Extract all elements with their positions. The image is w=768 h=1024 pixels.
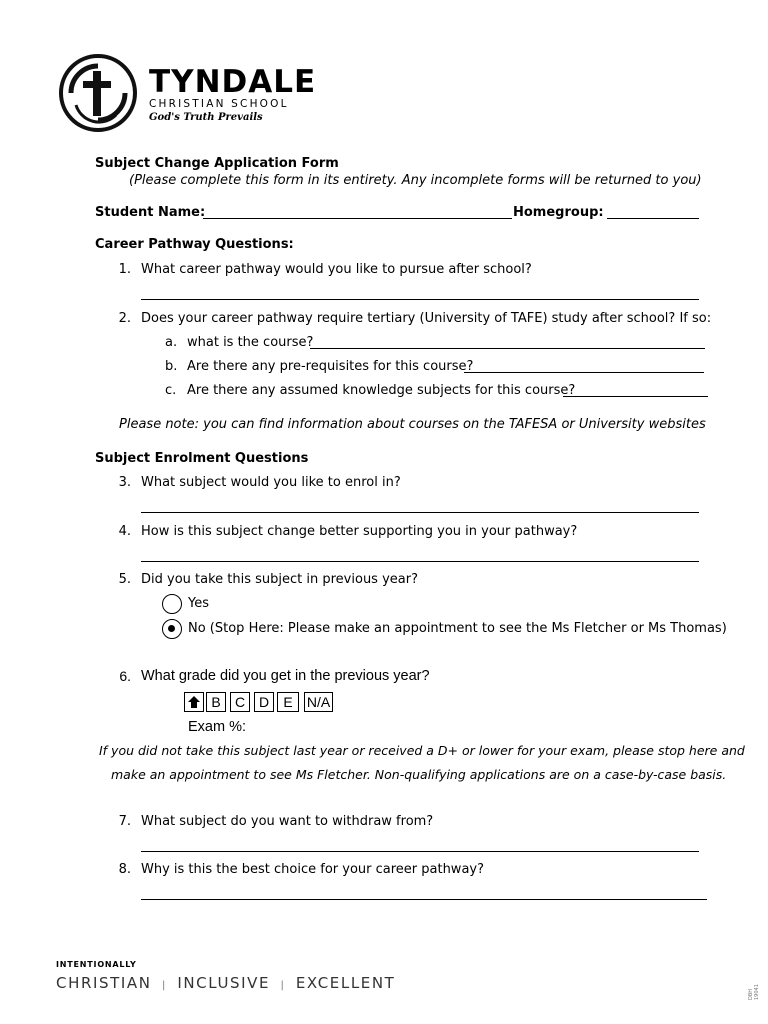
q3-text: What subject would you like to enrol in? <box>141 475 401 490</box>
warning-line-1: If you did not take this subject last year or received a D+ or lower for your exam, please stop here and <box>99 743 745 758</box>
sub-a-text: what is the course? <box>187 335 314 350</box>
q4-number: 4. <box>118 524 131 539</box>
sub-a-letter: a. <box>165 335 178 350</box>
warning-line-2: make an appointment to see Ms Fletcher. Non-qualifying applications are on a case-by-case basis. <box>111 767 727 782</box>
sub-a-answer-field[interactable] <box>310 348 705 349</box>
grade-option-e[interactable]: E <box>277 692 299 712</box>
q3-number: 3. <box>118 475 131 490</box>
footer-tagline-top: INTENTIONALLY <box>56 960 137 969</box>
radio-no[interactable] <box>162 619 182 639</box>
grade-option-d[interactable]: D <box>254 692 274 712</box>
sub-b-text: Are there any pre-requisites for this course? <box>187 359 474 374</box>
sub-b-letter: b. <box>165 359 178 374</box>
sub-c-text: Are there any assumed knowledge subjects for this course? <box>187 383 576 398</box>
q2-number: 2. <box>118 311 131 326</box>
q8-number: 8. <box>118 862 131 877</box>
school-logo-icon <box>56 53 140 133</box>
brand-name: TYNDALE <box>149 64 317 100</box>
q1-number: 1. <box>118 262 131 277</box>
courses-note: Please note: you can find information about courses on the TAFESA or University websites <box>119 417 706 432</box>
grade-option-b[interactable]: B <box>206 692 226 712</box>
q3-answer-field[interactable] <box>141 512 699 513</box>
q7-text: What subject do you want to withdraw from? <box>141 814 434 829</box>
brand-subtitle: CHRISTIAN SCHOOL <box>149 98 289 110</box>
q8-answer-field[interactable] <box>141 899 707 900</box>
footer-value-excellent: EXCELLENT <box>295 974 396 992</box>
homegroup-label: Homegroup: <box>513 205 604 220</box>
q1-answer-field[interactable] <box>141 299 699 300</box>
q7-number: 7. <box>118 814 131 829</box>
q8-text: Why is this the best choice for your career pathway? <box>141 862 485 877</box>
q2-text: Does your career pathway require tertiary (University of TAFE) study after school? If so: <box>141 311 712 326</box>
grade-option-na[interactable]: N/A <box>304 692 333 712</box>
q7-answer-field[interactable] <box>141 851 699 852</box>
radio-selected-dot <box>168 625 175 632</box>
brand-block <box>149 66 316 125</box>
document-code: DBH 19041 <box>748 984 760 1000</box>
form-title: Subject Change Application Form <box>95 156 339 171</box>
radio-yes[interactable] <box>162 594 182 614</box>
q4-answer-field[interactable] <box>141 561 699 562</box>
enrolment-heading: Subject Enrolment Questions <box>95 451 309 466</box>
radio-no-label: No (Stop Here: Please make an appointment to see the Ms Fletcher or Ms Thomas) <box>188 621 727 636</box>
student-name-label: Student Name: <box>95 205 206 220</box>
footer-value-christian: CHRISTIAN <box>56 974 152 992</box>
q5-number: 5. <box>118 572 131 587</box>
grade-option-a[interactable] <box>184 692 204 712</box>
footer-values <box>56 974 395 992</box>
grade-a-marked-icon <box>187 695 201 709</box>
student-name-field[interactable] <box>203 218 512 219</box>
q4-text: How is this subject change better supporting you in your pathway? <box>141 524 578 539</box>
exam-percent-label: Exam %: <box>188 719 247 735</box>
footer-value-inclusive: INCLUSIVE <box>177 974 271 992</box>
q1-text: What career pathway would you like to pursue after school? <box>141 262 532 277</box>
sub-c-letter: c. <box>165 383 177 398</box>
form-instruction: (Please complete this form in its entirety. Any incomplete forms will be returned to you) <box>129 173 702 188</box>
sub-c-answer-field[interactable] <box>563 396 708 397</box>
brand-motto: God's Truth Prevails <box>149 112 263 123</box>
footer-separator: | <box>161 980 167 991</box>
grade-option-c[interactable]: C <box>230 692 250 712</box>
q6-number: 6. <box>119 668 131 684</box>
q6-text: What grade did you get in the previous year? <box>141 668 430 684</box>
career-heading: Career Pathway Questions: <box>95 237 294 252</box>
footer-separator: | <box>280 980 286 991</box>
homegroup-field[interactable] <box>607 218 699 219</box>
sub-b-answer-field[interactable] <box>464 372 704 373</box>
q5-text: Did you take this subject in previous year? <box>141 572 418 587</box>
radio-yes-label: Yes <box>188 596 209 611</box>
